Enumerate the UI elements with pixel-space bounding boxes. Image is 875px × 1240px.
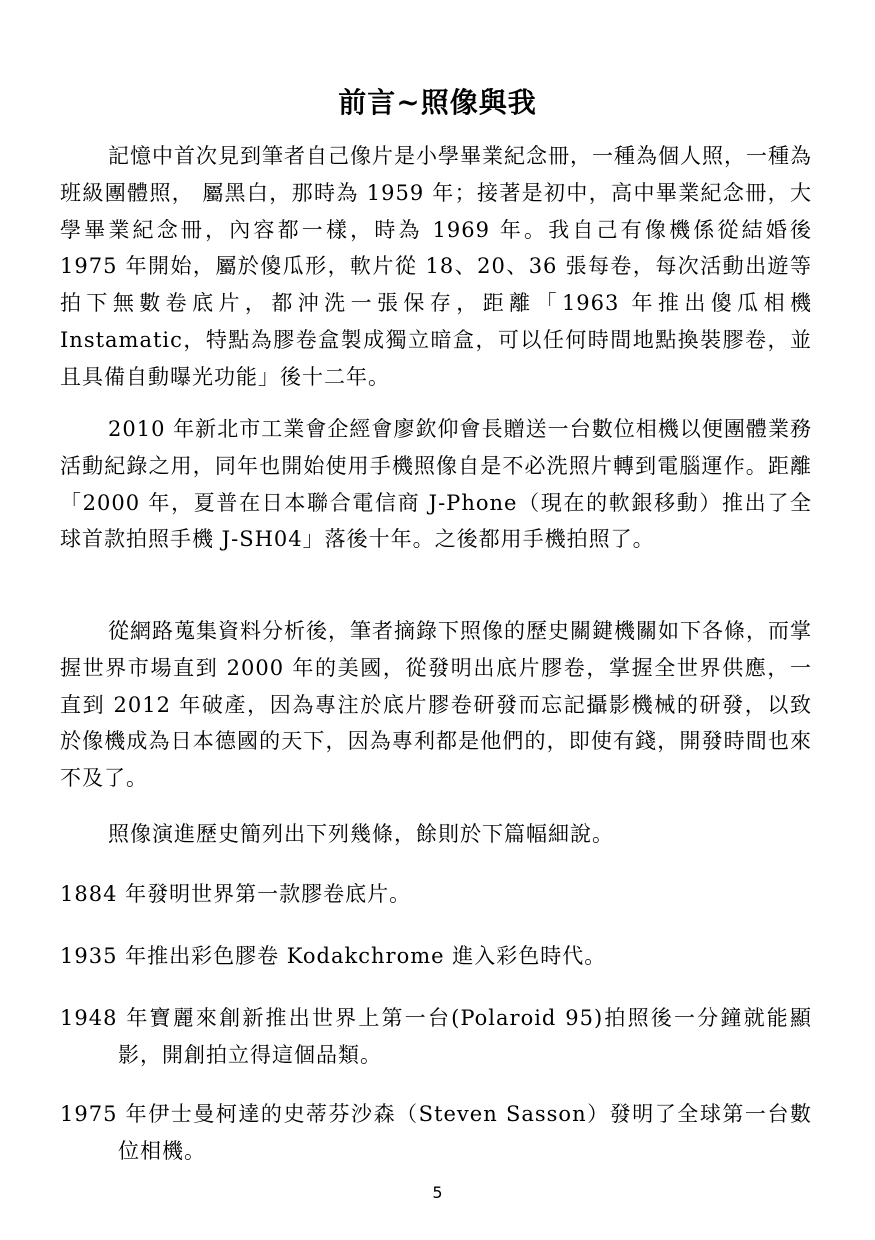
timeline-entry-1975: 1975 年伊士曼柯達的史蒂芬沙森（Steven Sasson）發明了全球第一台數位相機。 bbox=[60, 1102, 812, 1163]
paragraph-digital-camera: 2010 年新北市工業會企經會廖欽仰會長贈送一台數位相機以便團體業務活動紀錄之用，同年也開始使用手機照像自是不必洗照片轉到電腦運作。距離「2000 年，夏普在日本聯合電信商 J-Phone（現在的軟銀移動）推出了全球首款拍照手機 J-SH04」落後十年。之後都用手機拍照了。 bbox=[60, 417, 812, 552]
paragraph-history-analysis: 從網路蒐集資料分析後，筆者摘錄下照像的歷史關鍵機關如下各條，而掌握世界市場直到 2000 年的美國，從發明出底片膠卷，掌握全世界供應，一直到 2012 年破產，因為專注於底片膠卷研發而忘記攝影機械的研發，以致於像機成為日本德國的天下，因為專利都是他們的，即使有錢，開發時間也來不及了。 bbox=[60, 619, 812, 791]
timeline-entry-1948: 1948 年寶麗來創新推出世界上第一台(Polaroid 95)拍照後一分鐘就能顯影，開創拍立得這個品類。 bbox=[60, 1006, 812, 1067]
paragraph-first-photos: 記憶中首次見到筆者自己像片是小學畢業紀念冊，一種為個人照，一種為班級團體照， 屬黑白，那時為 1959 年；接著是初中，高中畢業紀念冊，大學畢業紀念冊，內容都一樣，時為 1969 年。我自己有像機係從結婚後 1975 年開始，屬於傻瓜形，軟片從 18、20、36 張每卷，每次活動出遊等拍下無數卷底片，都沖洗一張保存，距離「1963 年推出傻瓜相機 Instamatic，特點為膠卷盒製成獨立暗盒，可以任何時間地點換裝膠卷，並且具備自動曝光功能」後十二年。 bbox=[60, 144, 812, 389]
page-number: 5 bbox=[432, 1183, 443, 1202]
paragraph-timeline-intro: 照像演進歷史簡列出下列幾條，餘則於下篇幅細說。 bbox=[108, 822, 614, 846]
timeline-entry-1884: 1884 年發明世界第一款膠卷底片。 bbox=[60, 882, 412, 906]
timeline-entry-1935: 1935 年推出彩色膠卷 Kodakchrome 進入彩色時代。 bbox=[60, 944, 607, 968]
page-title: 前言~照像與我 bbox=[338, 85, 537, 119]
